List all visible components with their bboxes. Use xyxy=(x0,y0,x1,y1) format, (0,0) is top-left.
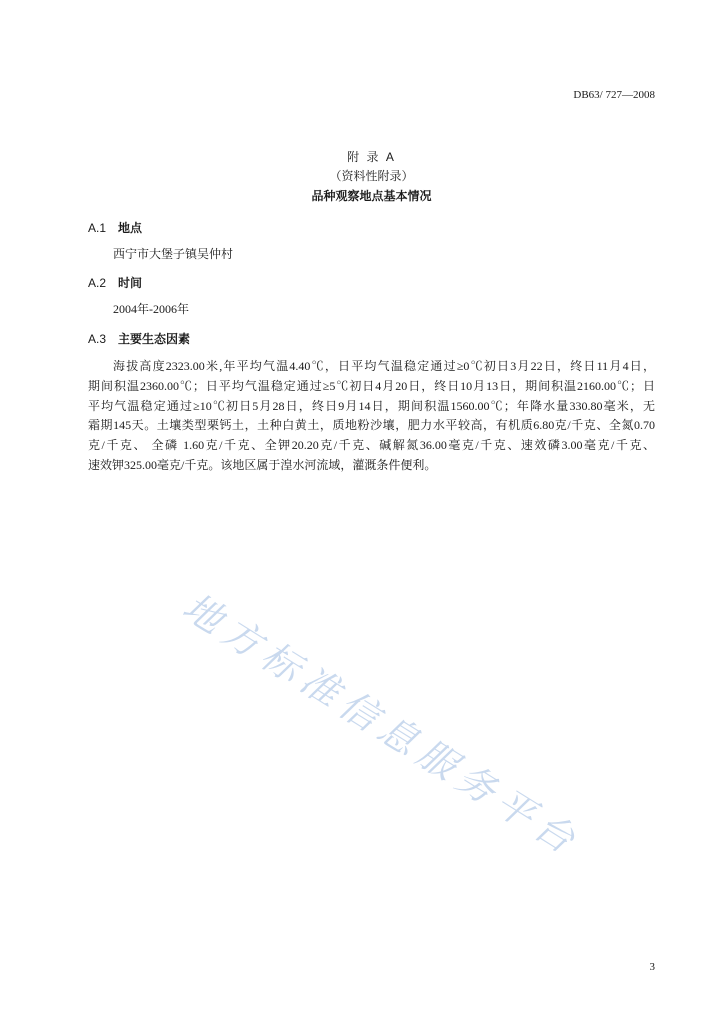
watermark: 地方标准信息服务平台 xyxy=(175,584,589,866)
section-title: 主要生态因素 xyxy=(118,332,191,346)
section-a3-paragraph xyxy=(88,357,655,476)
appendix-title: 品种观察地点基本情况 xyxy=(311,189,432,203)
appendix-label: 附 录 A xyxy=(347,150,396,164)
section-title: 时间 xyxy=(118,276,143,290)
section-a2-content: 2004年-2006年 xyxy=(113,302,189,316)
section-number: A.3 xyxy=(88,332,107,346)
document-number: DB63/ 727—2008 xyxy=(573,89,655,101)
paragraph-line: 霜期145天。土壤类型栗钙土，土种白黄土，质地粉沙壤，肥力水平较高，有机质6.80克/千克、全氮0.70 xyxy=(88,418,655,433)
appendix-type: （资料性附录） xyxy=(329,169,414,183)
section-a2-heading xyxy=(88,275,142,291)
section-number: A.2 xyxy=(88,276,107,290)
section-a3-heading xyxy=(88,331,190,347)
paragraph-line: 克/千克、 全磷 1.60克/千克、全钾20.20克/千克、碱解氮36.00毫克/千克、速效磷3.00毫克/千克、 xyxy=(88,438,655,453)
section-a1-heading xyxy=(88,220,142,236)
section-title: 地点 xyxy=(118,221,143,235)
paragraph-line: 平均气温稳定通过≥10℃初日5月28日，终日9月14日，期间积温1560.00℃；年降水量330.80毫米，无 xyxy=(88,398,655,413)
paragraph-line: 期间积温2360.00℃；日平均气温稳定通过≥5℃初日4月20日，终日10月13日，期间积温2160.00℃；日 xyxy=(88,378,655,393)
paragraph-line: 速效钾325.00毫克/千克。该地区属于湟水河流域，灌溉条件便利。 xyxy=(88,457,437,472)
page-number: 3 xyxy=(649,961,655,973)
section-a1-content: 西宁市大堡子镇吴仲村 xyxy=(113,247,234,261)
section-number: A.1 xyxy=(88,221,107,235)
paragraph-line: 海拔高度2323.00米,年平均气温4.40℃，日平均气温稳定通过≥0℃初日3月22日，终日11月4日， xyxy=(113,359,655,373)
